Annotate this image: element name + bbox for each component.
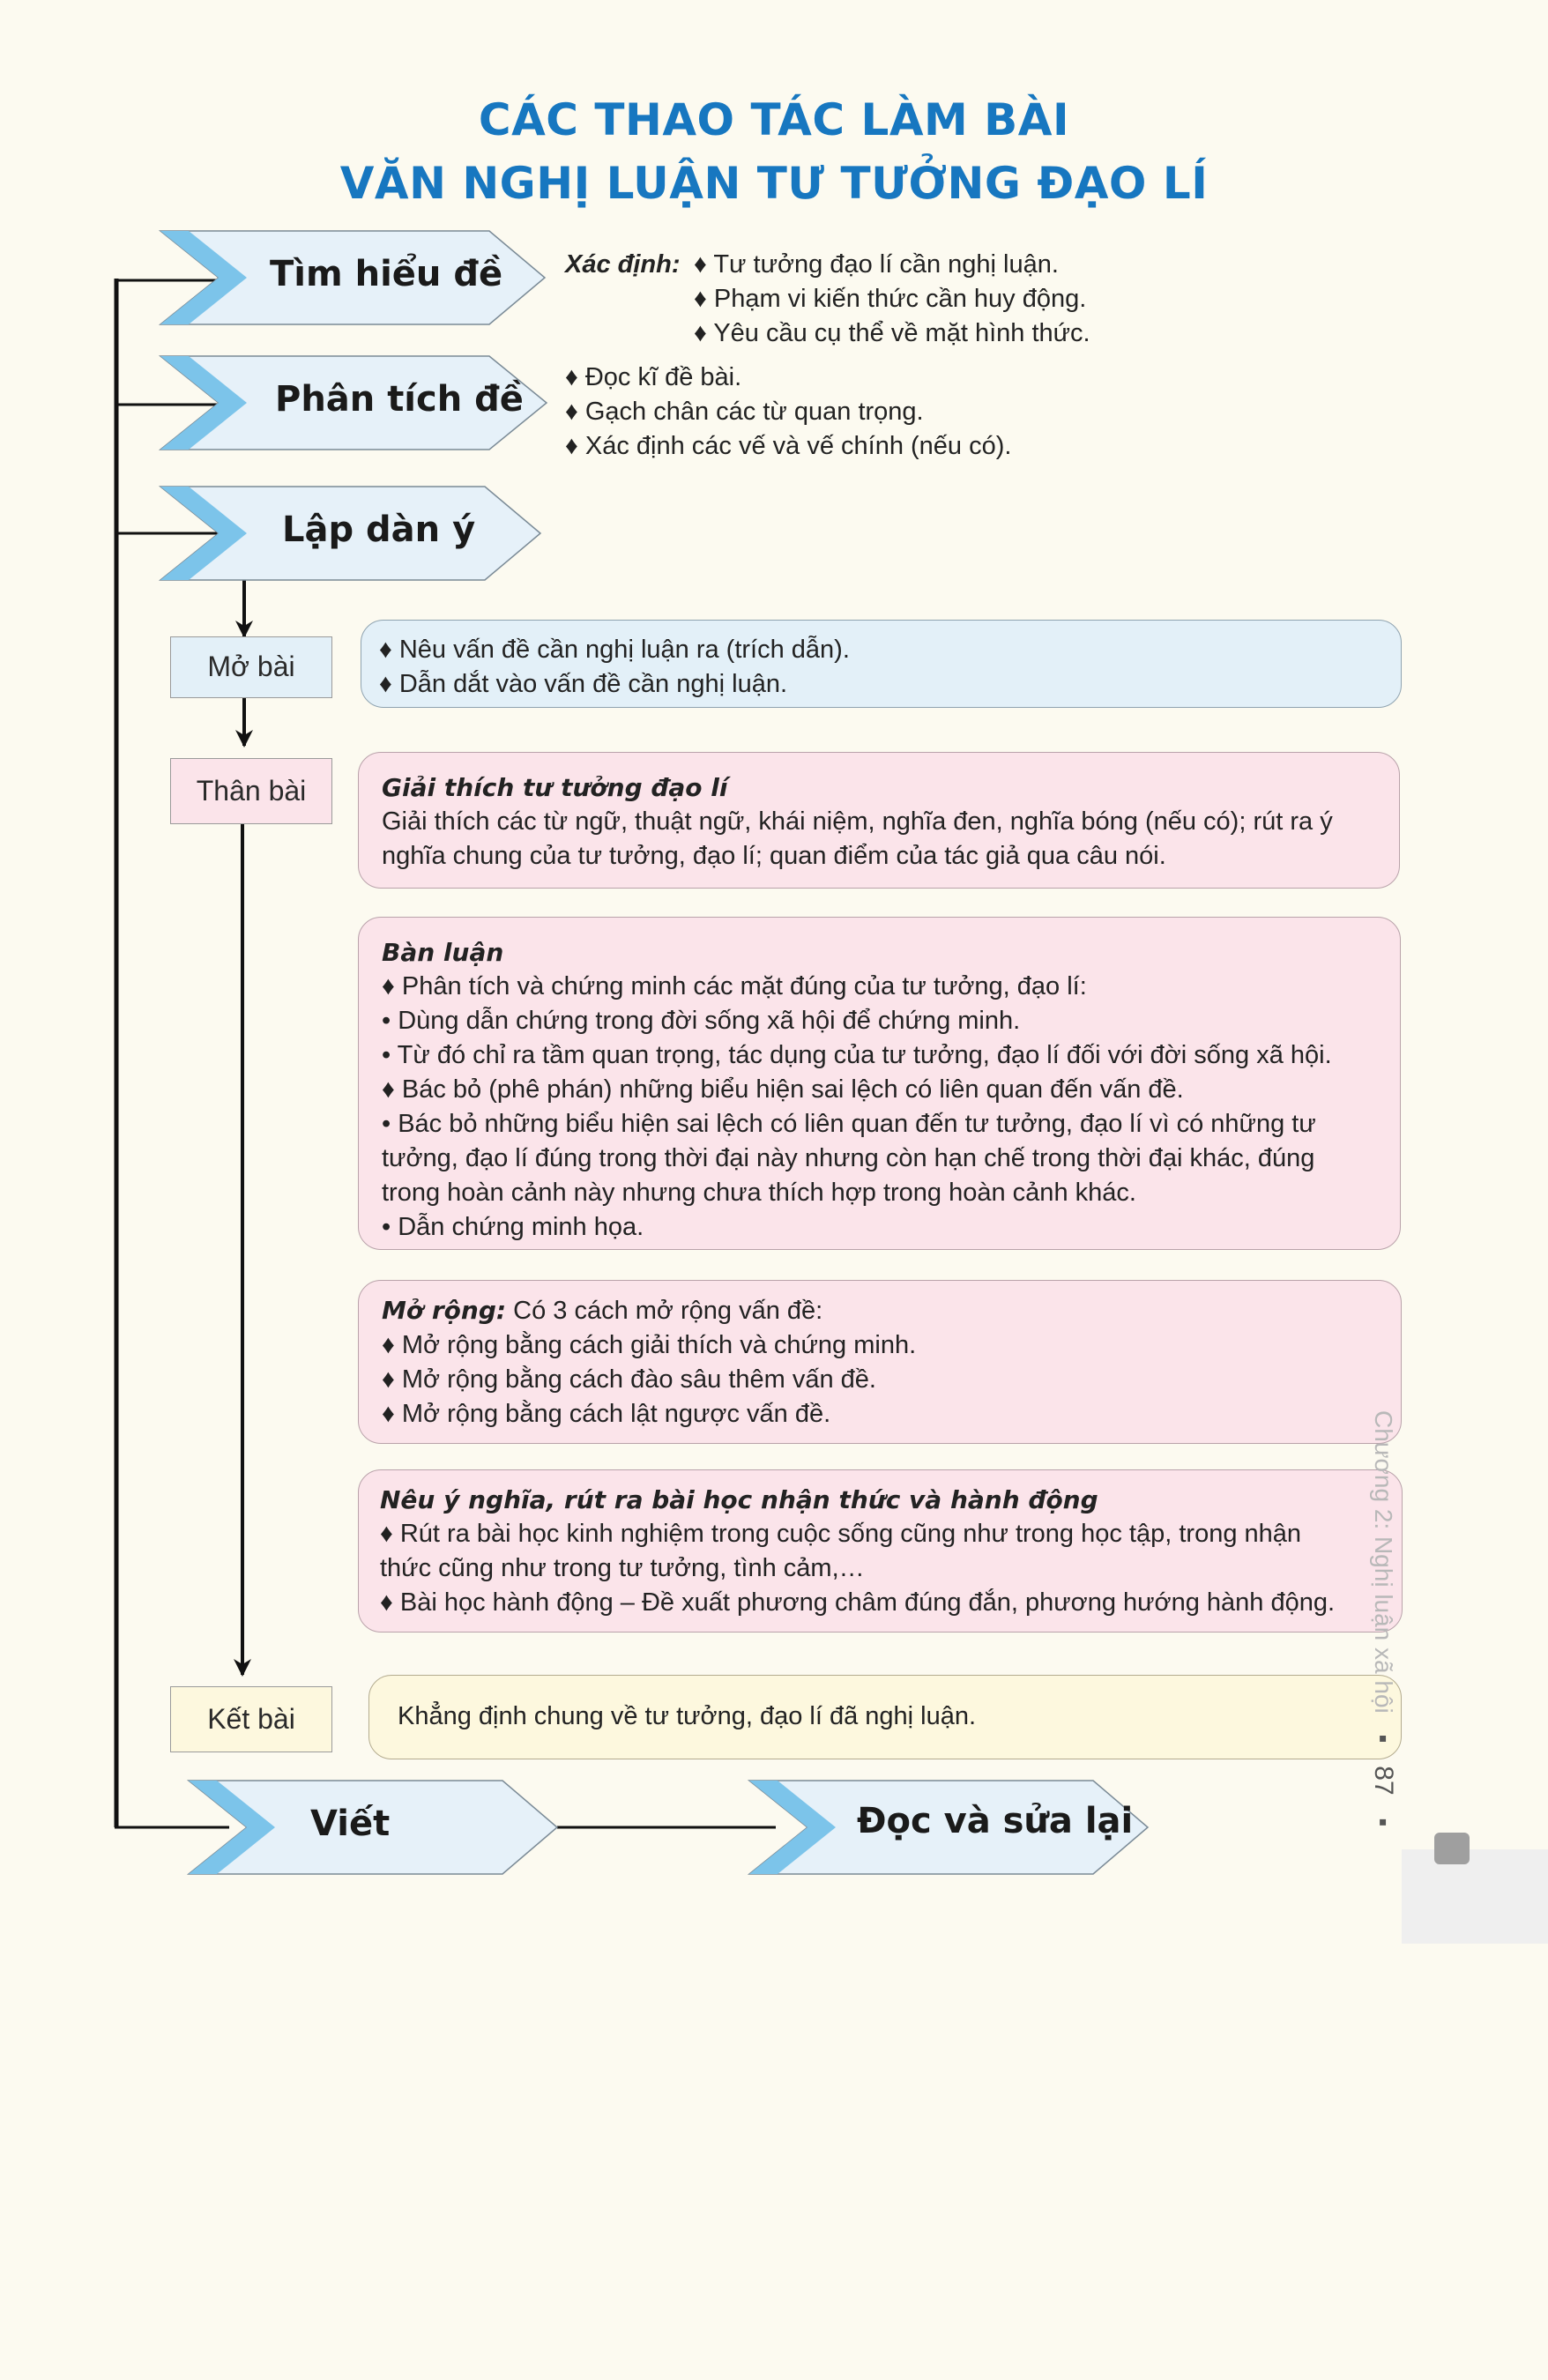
mo-rong-line-2: ♦ Mở rộng bằng cách đào sâu thêm vấn đề. (382, 1365, 876, 1394)
y-nghia-heading: Nêu ý nghĩa, rút ra bài học nhận thức và hành động (380, 1485, 1098, 1514)
ban-luan-line-2: • Dùng dẫn chứng trong đời sống xã hội để chứng minh. (382, 1007, 1021, 1035)
title-line-2: VĂN NGHỊ LUẬN TƯ TƯỞNG ĐẠO LÍ (339, 158, 1209, 209)
step-lap-dan-y: Lập dàn ý (282, 509, 476, 550)
title-line-1: CÁC THAO TÁC LÀM BÀI (478, 94, 1070, 145)
step-viet: Viết (310, 1804, 391, 1844)
phan-tich-de-item-2: ♦ Gạch chân các từ quan trọng. (565, 398, 924, 426)
giai-thich-line-1: Giải thích các từ ngữ, thuật ngữ, khái niệm, nghĩa đen, nghĩa bóng (nếu có); rút ra ý (382, 807, 1333, 836)
ban-luan-line-1: ♦ Phân tích và chứng minh các mặt đúng của tư tưởng, đạo lí: (382, 972, 1087, 1000)
page-tab-marker (1434, 1833, 1470, 1864)
ban-luan-line-6: tưởng, đạo lí đúng trong thời đại này nhưng còn hạn chế trong thời đại khác, đúng (382, 1144, 1315, 1172)
mo-rong-title-line (382, 1293, 1380, 1328)
ket-bai-box (368, 1675, 1402, 1759)
tim-hieu-de-item-3: ♦ Yêu cầu cụ thể về mặt hình thức. (694, 319, 1090, 347)
section-ket-bai: Kết bài (170, 1686, 332, 1752)
y-nghia-line-3: ♦ Bài học hành động – Đề xuất phương châm đúng đắn, phương hướng hành động. (380, 1588, 1336, 1617)
ket-bai-text: Khẳng định chung về tư tưởng, đạo lí đã nghị luận. (398, 1702, 977, 1730)
ban-luan-box (358, 917, 1401, 1250)
ban-luan-heading: Bàn luận (382, 938, 504, 967)
side-footer (1361, 1410, 1405, 2380)
phan-tich-de-item-3: ♦ Xác định các vế và vế chính (nếu có). (565, 432, 1012, 460)
giai-thich-line-2: nghĩa chung của tư tưởng, đạo lí; quan điểm của tác giả qua câu nói. (382, 842, 1166, 870)
mo-rong-box (358, 1280, 1402, 1444)
mo-rong-intro: Có 3 cách mở rộng vấn đề: (506, 1297, 823, 1325)
ban-luan-line-4: ♦ Bác bỏ (phê phán) những biểu hiện sai lệch có liên quan đến vấn đề. (382, 1075, 1184, 1104)
giai-thich-heading: Giải thích tư tưởng đạo lí (382, 773, 728, 802)
section-than-bai: Thân bài (170, 758, 332, 824)
section-mo-bai: Mở bài (170, 636, 332, 698)
step-doc-va-sua-lai: Đọc và sửa lại (857, 1801, 1134, 1841)
mo-bai-box (361, 620, 1402, 708)
footer-separator-dot-2: ▪ (1370, 1818, 1397, 1827)
y-nghia-box (358, 1469, 1403, 1633)
ban-luan-line-3: • Từ đó chỉ ra tầm quan trọng, tác dụng của tư tưởng, đạo lí đối với đời sống xã hội. (382, 1041, 1332, 1069)
mo-bai-item-2: ♦ Dẫn dắt vào vấn đề cần nghị luận. (379, 670, 788, 698)
step-tim-hieu-de: Tìm hiểu đề (270, 254, 503, 294)
y-nghia-line-1: ♦ Rút ra bài học kinh nghiệm trong cuộc sống cũng như trong học tập, trong nhận (380, 1520, 1302, 1548)
mo-rong-line-3: ♦ Mở rộng bằng cách lật ngược vấn đề. (382, 1400, 831, 1428)
tim-hieu-de-item-1: ♦ Tư tưởng đạo lí cần nghị luận. (694, 250, 1059, 279)
ban-luan-line-8: • Dẫn chứng minh họa. (382, 1213, 644, 1241)
chapter-label: Chương 2: Nghị luận xã hội (1370, 1410, 1397, 1714)
y-nghia-line-2: thức cũng như trong tư tưởng, tình cảm,… (380, 1554, 865, 1582)
xac-dinh-label: Xác định: (565, 250, 681, 279)
page-number: 87 (1369, 1766, 1398, 1796)
page-corner-shade (1402, 1849, 1548, 1944)
phan-tich-de-item-1: ♦ Đọc kĩ đề bài. (565, 363, 742, 391)
step-phan-tich-de: Phân tích đề (275, 379, 524, 420)
mo-rong-line-1: ♦ Mở rộng bằng cách giải thích và chứng minh. (382, 1331, 917, 1359)
footer-separator-dot: ▪ (1370, 1734, 1397, 1744)
mo-bai-item-1: ♦ Nêu vấn đề cần nghị luận ra (trích dẫn). (379, 636, 850, 664)
ban-luan-line-7: trong hoàn cảnh này nhưng chưa thích hợp trong hoàn cảnh khác. (382, 1179, 1136, 1207)
ban-luan-line-5: • Bác bỏ những biểu hiện sai lệch có liên quan đến tư tưởng, đạo lí vì có những tư (382, 1110, 1316, 1138)
tim-hieu-de-item-2: ♦ Phạm vi kiến thức cần huy động. (694, 285, 1087, 313)
giai-thich-box (358, 752, 1400, 889)
mo-rong-heading: Mở rộng: (382, 1296, 507, 1325)
